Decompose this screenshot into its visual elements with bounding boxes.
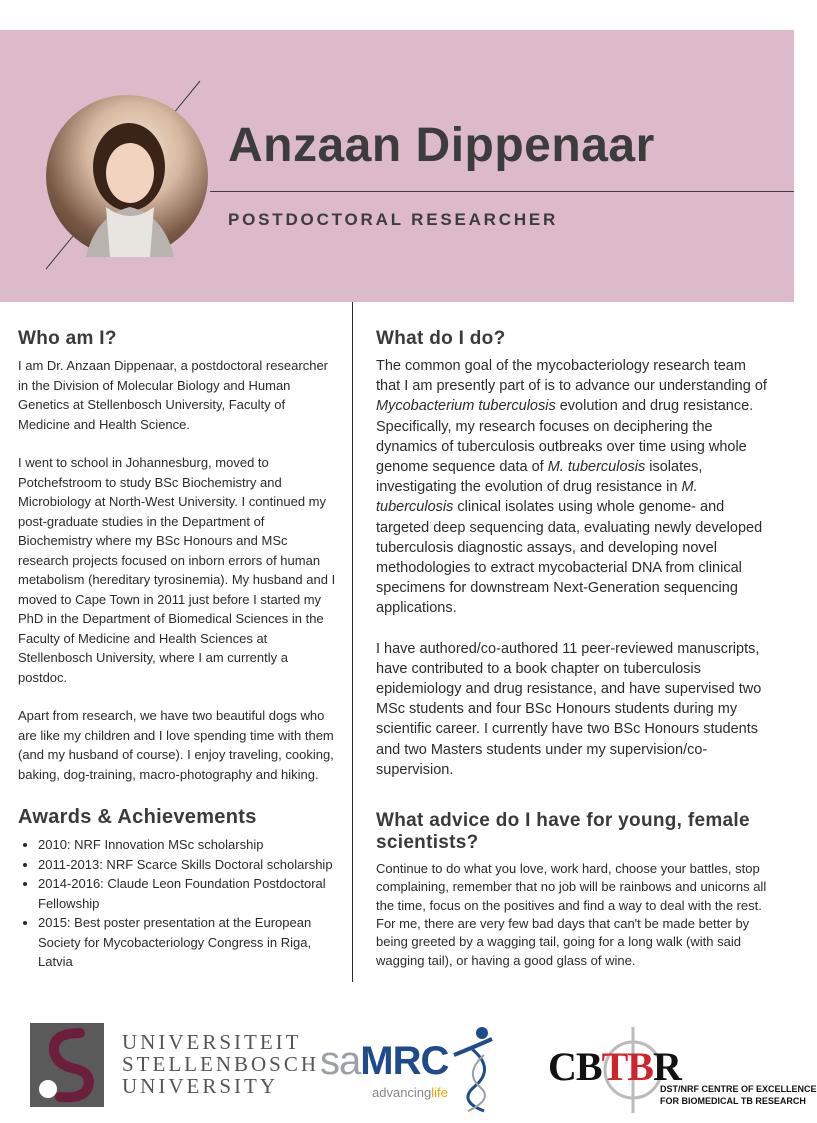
what-do-i-do-heading: What do I do? xyxy=(376,328,506,349)
person-name: Anzaan Dippenaar xyxy=(228,119,655,172)
publications-paragraph: I have authored/co-authored 11 peer-reviewed manuscripts, have contributed to a book chapter on tuberculosis epidemiology and drug resistance, and have supervised two MSc students and four BSc Honours students during my scientific career. I currently have two BSc Honours students and two Masters students under my supervision/co-supervision. xyxy=(376,640,762,778)
award-item: • 2011-2013: NRF Scarce Skills Doctoral scholarship xyxy=(38,855,340,875)
samrc-figure-icon xyxy=(444,1025,502,1113)
samrc-wordmark: saMRC xyxy=(320,1039,449,1083)
cbtbr-subtitle: DST/NRF CENTRE OF EXCELLENCE FOR BIOMEDICAL TB RESEARCH xyxy=(660,1084,817,1106)
advice-paragraph: Continue to do what you love, work hard, choose your battles, stop complaining, remember that no job will be rainbows and unicorns all the time, focus on the positives and find a way to deal with the rest. For me, there are very few bad days that can't be made better by being greeted by a wagging tail, going for a long walk (with said wagging tail), or having a good glass of wine. xyxy=(376,861,767,968)
right-column xyxy=(376,328,774,970)
who-paragraph-2: I went to school in Johannesburg, moved to Potchefstroom to study BSc Biochemistry and Microbiology at North-West University. I continued my post-graduate studies in the Department of Biochemistry where my BSc Honours and MSc research projects focused on inborn errors of human metabolism (hereditary tyrosinemia). My husband and I moved to Cape Town in 2011 just before I started my PhD in the Department of Biomedical Sciences in the Faculty of Medicine and Health Sciences at Stellenbosch University, where I am currently a postdoc. xyxy=(18,455,336,685)
awards-list xyxy=(18,835,340,972)
who-paragraph-3: Apart from research, we have two beautiful dogs who are like my children and I love spending time with them (and my husband of course). I enjoy traveling, cooking, baking, dog-training, macro-photography and hiking. xyxy=(18,708,334,782)
column-divider xyxy=(352,302,353,982)
who-paragraph-1: I am Dr. Anzaan Dippenaar, a postdoctoral researcher in the Division of Molecular Biology and Human Genetics at Stellenbosch University, Faculty of Medicine and Health Science. xyxy=(18,358,329,432)
award-item: • 2015: Best poster presentation at the European Society for Mycobacteriology Congress in Riga, Latvia xyxy=(38,913,340,972)
awards-heading: Awards & Achievements xyxy=(18,806,257,828)
person-role: POSTDOCTORAL RESEARCHER xyxy=(228,210,559,229)
who-am-i-heading: Who am I? xyxy=(18,328,117,349)
su-shield-icon xyxy=(30,1023,104,1107)
advice-heading: What advice do I have for young, female scientists? xyxy=(376,810,750,854)
title-divider xyxy=(210,191,794,192)
cbtbr-wordmark: CBTBR xyxy=(548,1044,681,1089)
cbtbr-logo xyxy=(548,1023,817,1115)
su-wordmark: UNIVERSITEIT STELLENBOSCH UNIVERSITY xyxy=(122,1030,320,1098)
award-item: • 2014-2016: Claude Leon Foundation Postdoctoral Fellowship xyxy=(38,874,340,913)
partner-logos xyxy=(0,1018,817,1118)
samrc-logo xyxy=(318,1023,508,1115)
research-paragraph: The common goal of the mycobacteriology research team that I am presently part of is to advance our understanding of Mycobacterium tuberculosis evolution and drug resistance. Specifically, my research focuses on deciphering the dynamics of tuberculosis outbreaks over time using whole genome sequence data of M. tuberculosis isolates, investigating the evolution of drug resistance in M. tuberculosis clinical isolates using whole genome- and targeted deep sequencing data, evaluating newly developed tuberculosis diagnostic assays, and developing novel methodologies to extract mycobacterial DNA from clinical specimens for downstream Next-Generation sequencing applications. xyxy=(376,358,767,617)
samrc-tagline: advancinglife xyxy=(372,1085,448,1100)
profile-photo xyxy=(46,95,208,257)
left-column xyxy=(18,328,340,972)
stellenbosch-university-logo xyxy=(30,1023,320,1107)
award-item: • 2010: NRF Innovation MSc scholarship xyxy=(38,835,340,855)
